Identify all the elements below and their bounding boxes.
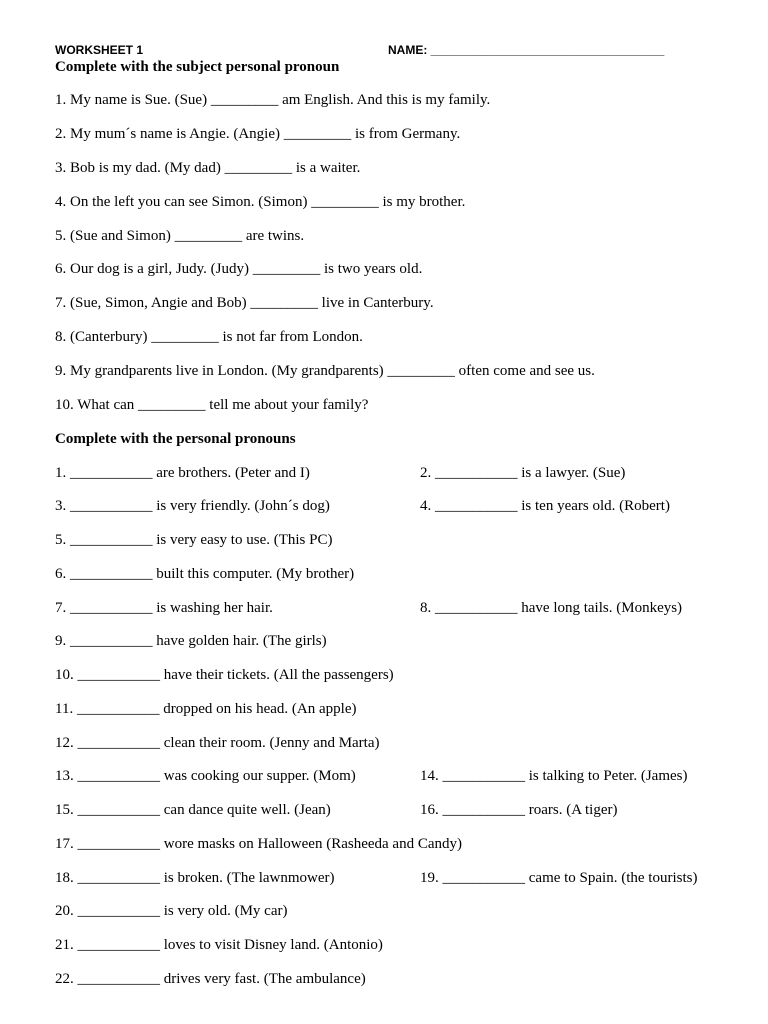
exercise-item: 1. ___________ are brothers. (Peter and I)	[55, 465, 310, 481]
exercise-item: 4. ___________ is ten years old. (Robert)	[420, 498, 670, 514]
exercise-item: 21. ___________ loves to visit Disney land. (Antonio)	[55, 937, 383, 953]
name-field-label: NAME: ___________________________________	[388, 43, 665, 57]
exercise-item: 5. (Sue and Simon) _________ are twins.	[55, 228, 305, 244]
exercise-item: 4. On the left you can see Simon. (Simon) _________ is my brother.	[55, 194, 466, 210]
exercise-item: 20. ___________ is very old. (My car)	[55, 903, 288, 919]
exercise-item: 14. ___________ is talking to Peter. (James)	[420, 768, 688, 784]
section2-title: Complete with the personal pronouns	[55, 431, 296, 447]
exercise-item: 22. ___________ drives very fast. (The ambulance)	[55, 971, 366, 987]
exercise-item: 18. ___________ is broken. (The lawnmower)	[55, 870, 335, 886]
section1-title: Complete with the subject personal pronoun	[55, 59, 340, 75]
exercise-item: 3. ___________ is very friendly. (John´s dog)	[55, 498, 330, 514]
exercise-item: 7. (Sue, Simon, Angie and Bob) _________ live in Canterbury.	[55, 295, 434, 311]
exercise-item: 6. Our dog is a girl, Judy. (Judy) _________ is two years old.	[55, 261, 423, 277]
exercise-item: 11. ___________ dropped on his head. (An apple)	[55, 701, 357, 717]
exercise-item: 6. ___________ built this computer. (My brother)	[55, 566, 355, 582]
exercise-item: 15. ___________ can dance quite well. (Jean)	[55, 802, 331, 818]
exercise-item: 12. ___________ clean their room. (Jenny and Marta)	[55, 735, 380, 751]
exercise-item: 10. ___________ have their tickets. (All the passengers)	[55, 667, 394, 683]
exercise-item: 5. ___________ is very easy to use. (This PC)	[55, 532, 333, 548]
exercise-item: 13. ___________ was cooking our supper. (Mom)	[55, 768, 356, 784]
exercise-item: 7. ___________ is washing her hair.	[55, 600, 273, 616]
exercise-item: 3. Bob is my dad. (My dad) _________ is a waiter.	[55, 160, 361, 176]
exercise-item: 17. ___________ wore masks on Halloween (Rasheeda and Candy)	[55, 836, 462, 852]
exercise-item: 1. My name is Sue. (Sue) _________ am English. And this is my family.	[55, 92, 491, 108]
exercise-item: 8. (Canterbury) _________ is not far from London.	[55, 329, 363, 345]
exercise-item: 19. ___________ came to Spain. (the tourists)	[420, 870, 698, 886]
exercise-item: 16. ___________ roars. (A tiger)	[420, 802, 618, 818]
exercise-item: 9. My grandparents live in London. (My grandparents) _________ often come and see us.	[55, 363, 595, 379]
exercise-item: 8. ___________ have long tails. (Monkeys)	[420, 600, 683, 616]
worksheet-label: WORKSHEET 1	[55, 43, 144, 57]
exercise-item: 9. ___________ have golden hair. (The girls)	[55, 633, 327, 649]
exercise-item: 2. My mum´s name is Angie. (Angie) _________ is from Germany.	[55, 126, 461, 142]
exercise-item: 10. What can _________ tell me about your family?	[55, 397, 369, 413]
exercise-item: 2. ___________ is a lawyer. (Sue)	[420, 465, 626, 481]
